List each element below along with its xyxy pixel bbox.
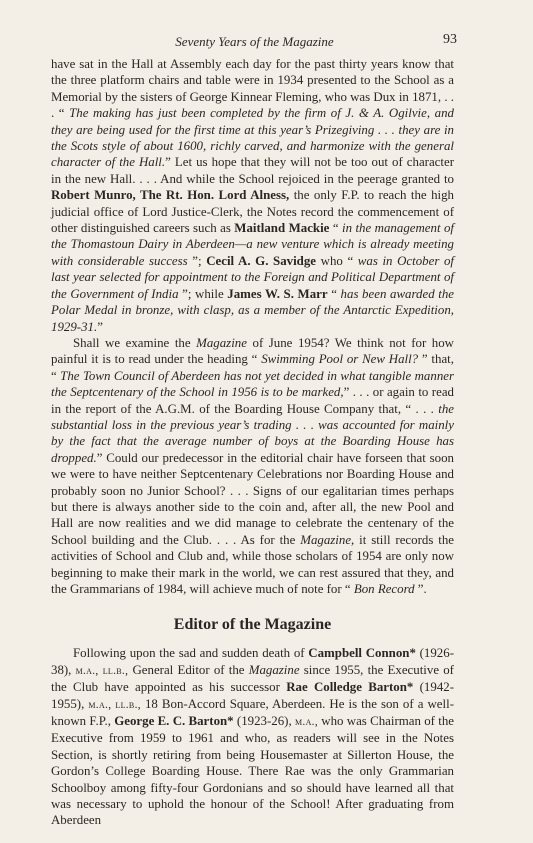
page-number: 93 [443, 32, 457, 47]
name-lord-alness: Robert Munro, The Rt. Hon. Lord Alness, [51, 188, 290, 203]
text-run: who “ [316, 253, 358, 268]
text-run: ” . . . or again to read in the report of the A.G.M. of the Boarding House Company that, “ . . . [51, 385, 454, 416]
text-run: ” [97, 319, 103, 334]
text-run: of June 1954? We think not for how painful it is to read under the heading “ [51, 335, 454, 367]
text-run: who was Chairman of the Executive from 1959 to 1961 and who, as readers will see in the Notes Section, is shortly retiring from being Housemaster at Sillerton House, the Gordon’s College Boarding House. There Rae was the only Grammarian Schoolboy among fifty-four Gordonians and so should have learned all that was necessary to uphold the honour of the School! After graduating from Aberdeen [51, 714, 454, 828]
text-run: since 1955, the Executive of the Club have appointed as his successor [51, 662, 454, 695]
running-title: Seventy Years of the Magazine [175, 34, 334, 49]
magazine-title: Magazine [248, 662, 300, 677]
name-rae-barton: Rae Colledge Barton* [286, 680, 414, 695]
text-run: ”; while [178, 286, 228, 301]
bon-record-title: Bon Record [353, 582, 415, 596]
text-run: ” Let us hope that they will not be too out of character in the new Hall. . . . And while the School rejoiced in the peerage granted to [51, 155, 454, 186]
quote-town-council: The Town Council of Aberdeen has not yet decided in what tangible manner the Septcentenary of the School in 1956 is to be marked, [51, 368, 455, 400]
name-george-barton: George E. C. Barton* [114, 714, 234, 729]
text-run: General Editor of the [128, 662, 249, 677]
text-run: (1926-38), [51, 646, 454, 677]
quote-boarding-house: the substantial loss in the previous year’s trading . . . was accounted for mainly by the fact that the average number of boys at the Boarding House has dropped. [51, 401, 454, 465]
text-run: (1923-26), [233, 714, 295, 729]
paragraph-2 [51, 335, 454, 598]
degree-abbrev: m.a., [294, 716, 318, 729]
text-run: “ [327, 286, 341, 301]
text-run: ” Could our predecessor in the editorial chair have forseen that soon we were to have neither Septcentenary Celebrations nor Boarding House and probably soon no Junior School? . . . Signs of our egalitarian times perhaps but there is always another side to the coin and, after all, the new Pool and Hall are now realities and we did manage to celebrate the centenary of the School building and the Club. . . . As for the [51, 450, 454, 547]
quote-india: was in October of last year selected for appointment to the Foreign and Political Department of the Government of India [51, 253, 454, 301]
text-run: “ [329, 221, 343, 236]
paragraph-1 [51, 56, 454, 335]
name-maitland-mackie: Maitland Mackie [234, 221, 330, 236]
running-header [52, 30, 457, 52]
quote-chairs: The making has just been completed by the firm of J. & A. Ogilvie, and they are being used for the first time at this year’s Prizegiving . . . they are in the Scots style of about 1600, richly carved, and harmonize with the general character of the Hall. [51, 106, 454, 170]
text-run: the only F.P. to reach the high judicial office of Lord Justice-Clerk, the Notes record the commencement of other distinguished careers such as [51, 188, 454, 236]
name-campbell-connon: Campbell Connon* [308, 646, 416, 661]
name-cecil-savidge: Cecil A. G. Savidge [206, 253, 317, 268]
degree-abbrev: m.a., ll.b., [88, 698, 141, 711]
section-heading: Editor of the Magazine [173, 616, 332, 634]
text-run: ”. [414, 582, 427, 596]
text-run: (1942-1955), [51, 680, 454, 711]
paragraph-3 [51, 645, 454, 828]
name-james-marr: James W. S. Marr [227, 286, 328, 301]
magazine-title: Magazine [196, 335, 247, 350]
quote-polar-medal: has been awarded the Polar Medal in bronze, with clasp, as a member of the Antarctic Expedition, 1929-31. [51, 286, 454, 334]
quote-heading-pool: Swimming Pool or New Hall? [261, 352, 419, 367]
text-run: Shall we examine the [73, 335, 197, 350]
degree-abbrev: m.a., ll.b., [75, 664, 129, 677]
text-run: it still records the activities of School and Club and, while those scholars of 1954 are only now beginning to make their mark in the world, we can rest assured that they, and the Grammarians of 1984, will achieve much of note for “ [51, 532, 454, 596]
text-run: ” that, “ [51, 352, 454, 383]
text-run: 18 Bon-Accord Square, Aberdeen. He is the son of a well-known F.P., [51, 696, 454, 729]
text-run: have sat in the Hall at Assembly each day for the past thirty years know that the three platform chairs and table were in 1934 presented to the School as a Memorial by the sisters of George Kinnear Fleming, who was Dux in 1871, . . . “ [51, 57, 454, 121]
article-body [51, 56, 454, 829]
quote-dairy: in the management of the Thomastoun Dairy in Aberdeen—a new venture which is already meeting with considerable success [51, 221, 455, 268]
magazine-title: Magazine, [300, 532, 355, 547]
text-run: Following upon the sad and sudden death of [73, 646, 309, 661]
text-run: ”; [187, 253, 207, 268]
